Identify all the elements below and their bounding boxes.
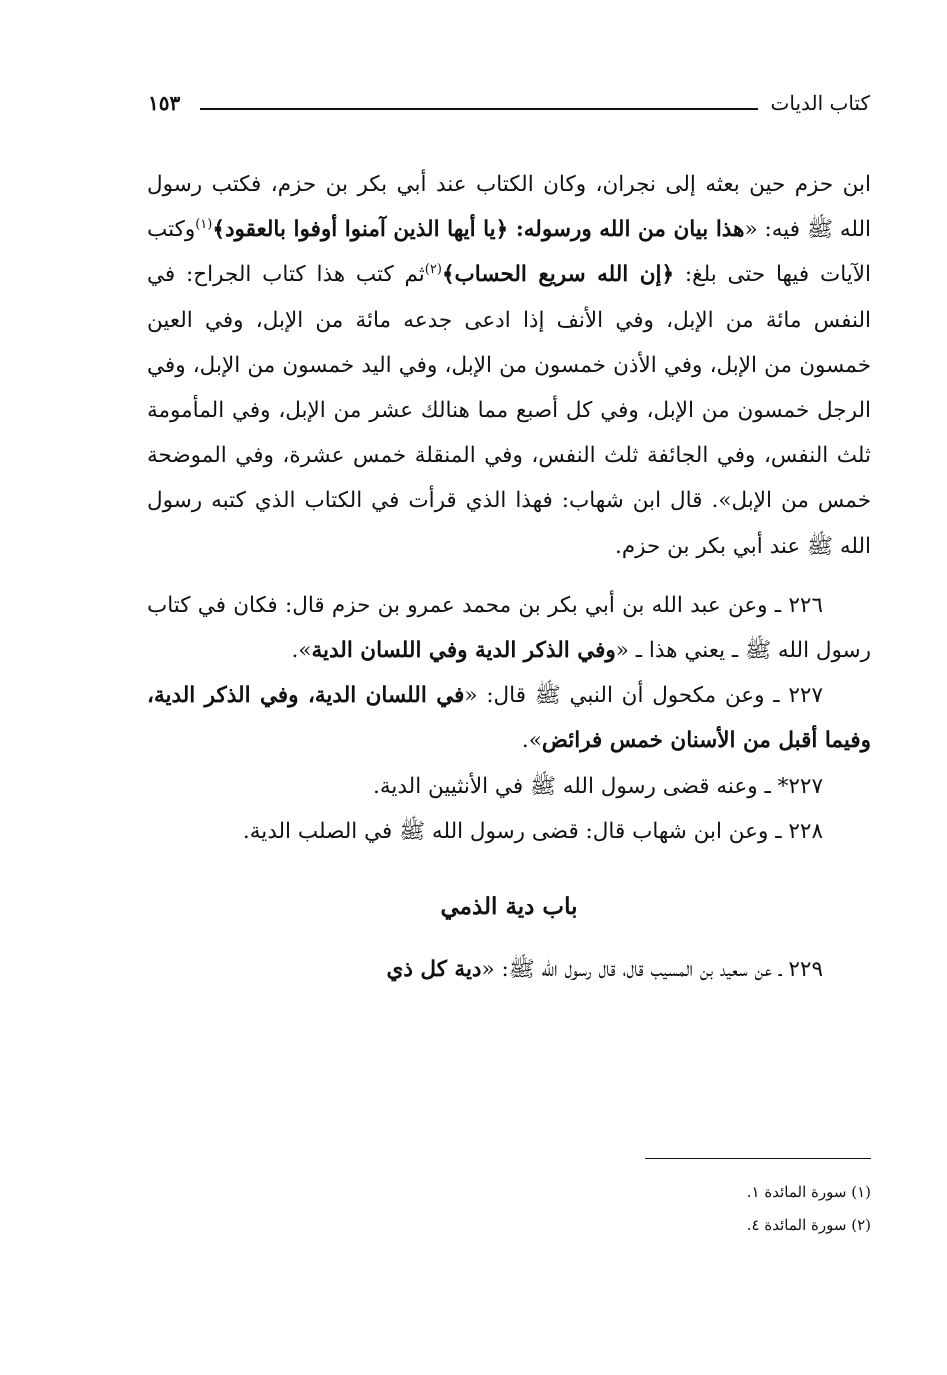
text-run: ٢٢٧* ـ وعنه قضى رسول الله ﷺ في الأنثيين الدية. xyxy=(373,773,823,799)
text-run: ». xyxy=(521,728,542,754)
hadith-229 xyxy=(147,947,871,992)
hadith-quote: دية كل ذي xyxy=(386,957,482,983)
page-number: ١٥٣ xyxy=(148,91,181,115)
footnote-rule xyxy=(645,1158,871,1159)
footnotes xyxy=(471,1176,871,1242)
text-run: ثم كتب هذا كتاب الجراح: في النفس مائة من الإبل، وفي الأنف إذا ادعى جدعه مائة من الإبل، وفي العين خمسون من الإبل، وفي الأذن خمسون من الإبل، وفي اليد خمسون من الإبل، وفي الرجل خمسون من الإبل، وفي كل أصبع مما هنالك عشر من الإبل، وفي المأمومة ثلث النفس، وفي الجائفة ثلث النفس، وفي المنقلة خمس عشرة، وفي الموضحة خمس من الإبل». قال ابن شهاب: فهذا الذي قرأت في الكتاب الذي كتبه رسول الله ﷺ عند أبي بكر بن حزم. xyxy=(147,262,871,559)
footnote-2: (٢) سورة المائدة ٤. xyxy=(746,1216,871,1234)
quoted-verse: هذا بيان من الله ورسوله: ﴿يا أيها الذين آمنوا أوفوا بالعقود﴾ xyxy=(212,217,745,243)
footnote-ref: (٢) xyxy=(424,262,442,278)
hadith-227 xyxy=(147,673,871,763)
hadith-quote: وفي الذكر الدية وفي اللسان الدية xyxy=(311,638,616,664)
hadith-227-star xyxy=(147,764,871,809)
paragraph-continuation xyxy=(147,162,871,569)
text-run: وكتب الآيات فيها حتى بلغ: xyxy=(147,217,872,288)
footnote-1: (١) سورة المائدة ١. xyxy=(746,1183,871,1201)
text-run: ٢٢٩ ـ عن سعيد بن المسيب قال، قال رسول الله ﷺ: « xyxy=(481,957,823,983)
hadith-228 xyxy=(147,809,871,854)
section-heading: باب دية الذمي xyxy=(440,893,578,921)
text-run: ». xyxy=(291,638,312,664)
hadith-quote: في اللسان الدية، وفي الذكر الدية، وفيما أقبل من الأسنان خمس فرائض xyxy=(147,683,871,754)
header-rule xyxy=(200,108,758,110)
text-run: ٢٢٨ ـ وعن ابن شهاب قال: قضى رسول الله ﷺ في الصلب الدية. xyxy=(242,818,823,844)
chapter-title: كتاب الديات xyxy=(770,91,870,115)
text-run: ٢٢٧ ـ وعن مكحول أن النبي ﷺ قال: « xyxy=(464,683,823,709)
running-header xyxy=(148,88,870,122)
text-run: ٢٢٦ ـ وعن عبد الله بن أبي بكر بن محمد عمرو بن حزم قال: فكان في كتاب رسول الله ﷺ ـ يعني هذا ـ « xyxy=(147,592,871,664)
footnote-ref: (١) xyxy=(195,217,213,233)
text-run: ابن حزم حين بعثه إلى نجران، وكان الكتاب عند أبي بكر بن حزم، فكتب رسول الله ﷺ فيه: « xyxy=(147,172,871,243)
quoted-verse: ﴿إن الله سريع الحساب﴾ xyxy=(441,262,675,288)
hadith-226 xyxy=(147,583,871,673)
main-text xyxy=(147,162,871,992)
